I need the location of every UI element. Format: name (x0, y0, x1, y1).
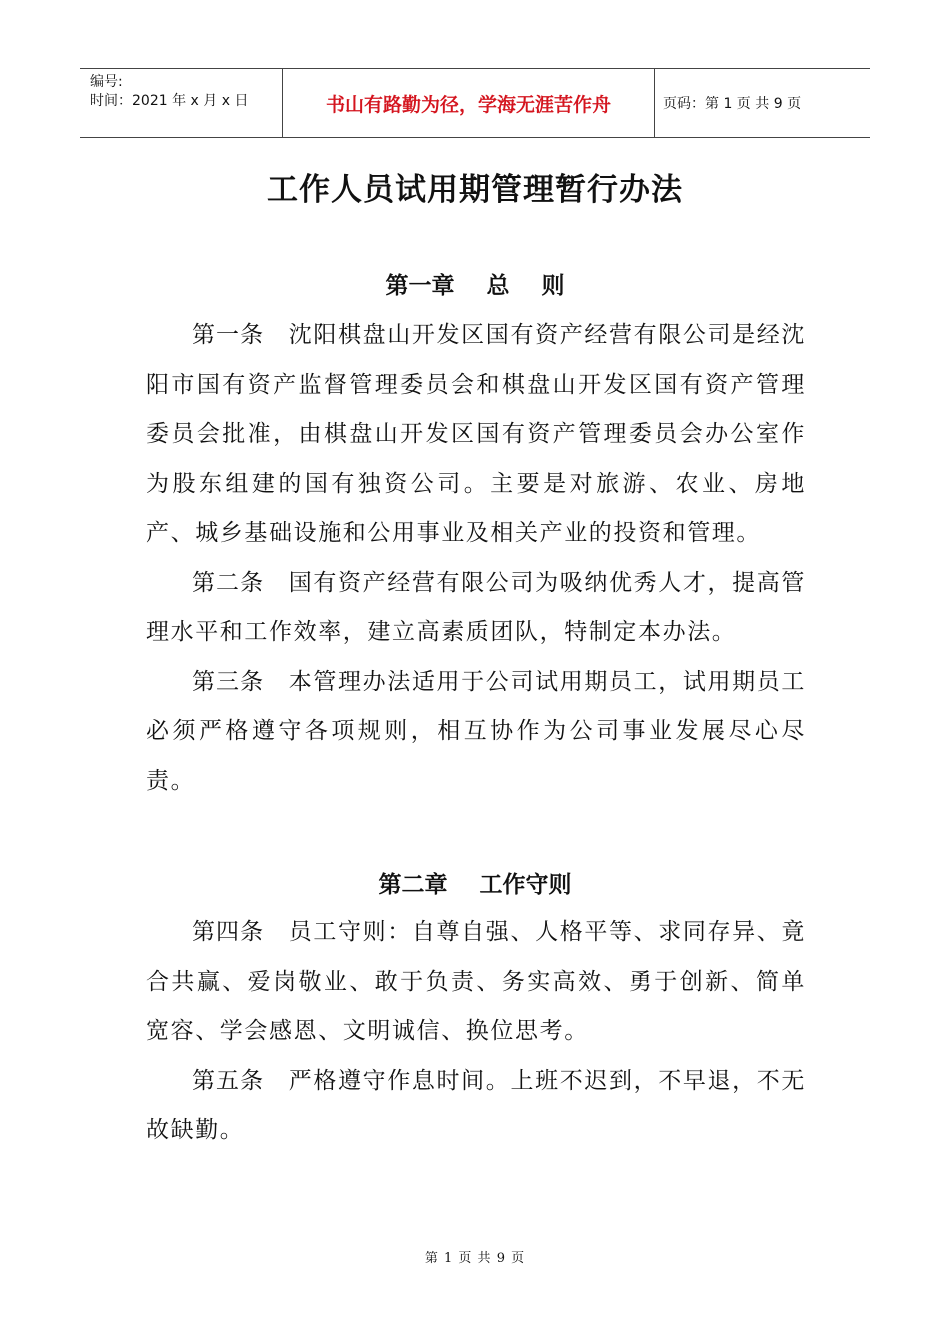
article-3-text: 本管理办法适用于公司试用期员工，试用期员工必须严格遵守各项规则，相互协作为公司事业发展尽心尽责。 (146, 668, 807, 794)
article-3 (146, 658, 806, 807)
chapter-1-body (146, 311, 806, 806)
article-4-text: 员工守则：自尊自强、人格平等、求同存异、竟合共赢、爱岗敬业、敢于负责、务实高效、勇于创新、简单宽容、学会感恩、文明诚信、换位思考。 (146, 919, 807, 1044)
article-2-text: 国有资产经营有限公司为吸纳优秀人才，提高管理水平和工作效率，建立高素质团队，特制定本办法。 (146, 569, 807, 645)
header-meta-cell (80, 69, 283, 137)
article-3-number: 第三条 (192, 668, 265, 695)
article-4-number: 第四条 (192, 919, 265, 945)
header-page-info: 页码：第 1 页 共 9 页 (663, 96, 802, 112)
document-date: 时间：2021 年 x 月 x 日 (90, 93, 249, 109)
article-4 (146, 908, 806, 1057)
article-1-text: 沈阳棋盘山开发区国有资产经营有限公司是经沈阳市国有资产监督管理委员会和棋盘山开发区国有资产管理委员会批准，由棋盘山开发区国有资产管理委员会办公室作为股东组建的国有独资公司。主要是对旅游、农业、房地产、城乡基础设施和公用事业及相关产业的投资和管理。 (146, 322, 807, 546)
chapter-2-heading: 第二章 工作守则 (378, 872, 572, 898)
page-footer: 第 1 页 共 9 页 (424, 1251, 526, 1266)
article-2-number: 第二条 (192, 569, 265, 596)
document-number-label: 编号: (90, 74, 123, 90)
chapter-2-body (146, 908, 806, 1156)
document-title: 工作人员试用期管理暂行办法 (267, 172, 683, 208)
document-header-table (80, 68, 870, 138)
article-5-text: 严格遵守作息时间。上班不迟到，不早退，不无故缺勤。 (146, 1067, 807, 1143)
article-5 (146, 1057, 806, 1156)
article-5-number: 第五条 (192, 1067, 265, 1094)
header-motto: 书山有路勤为径，学海无涯苦作舟 (283, 69, 655, 137)
chapter-1-heading: 第一章 总 则 (385, 273, 565, 299)
article-2 (146, 559, 806, 658)
article-1-number: 第一条 (192, 322, 265, 348)
article-1 (146, 311, 806, 559)
